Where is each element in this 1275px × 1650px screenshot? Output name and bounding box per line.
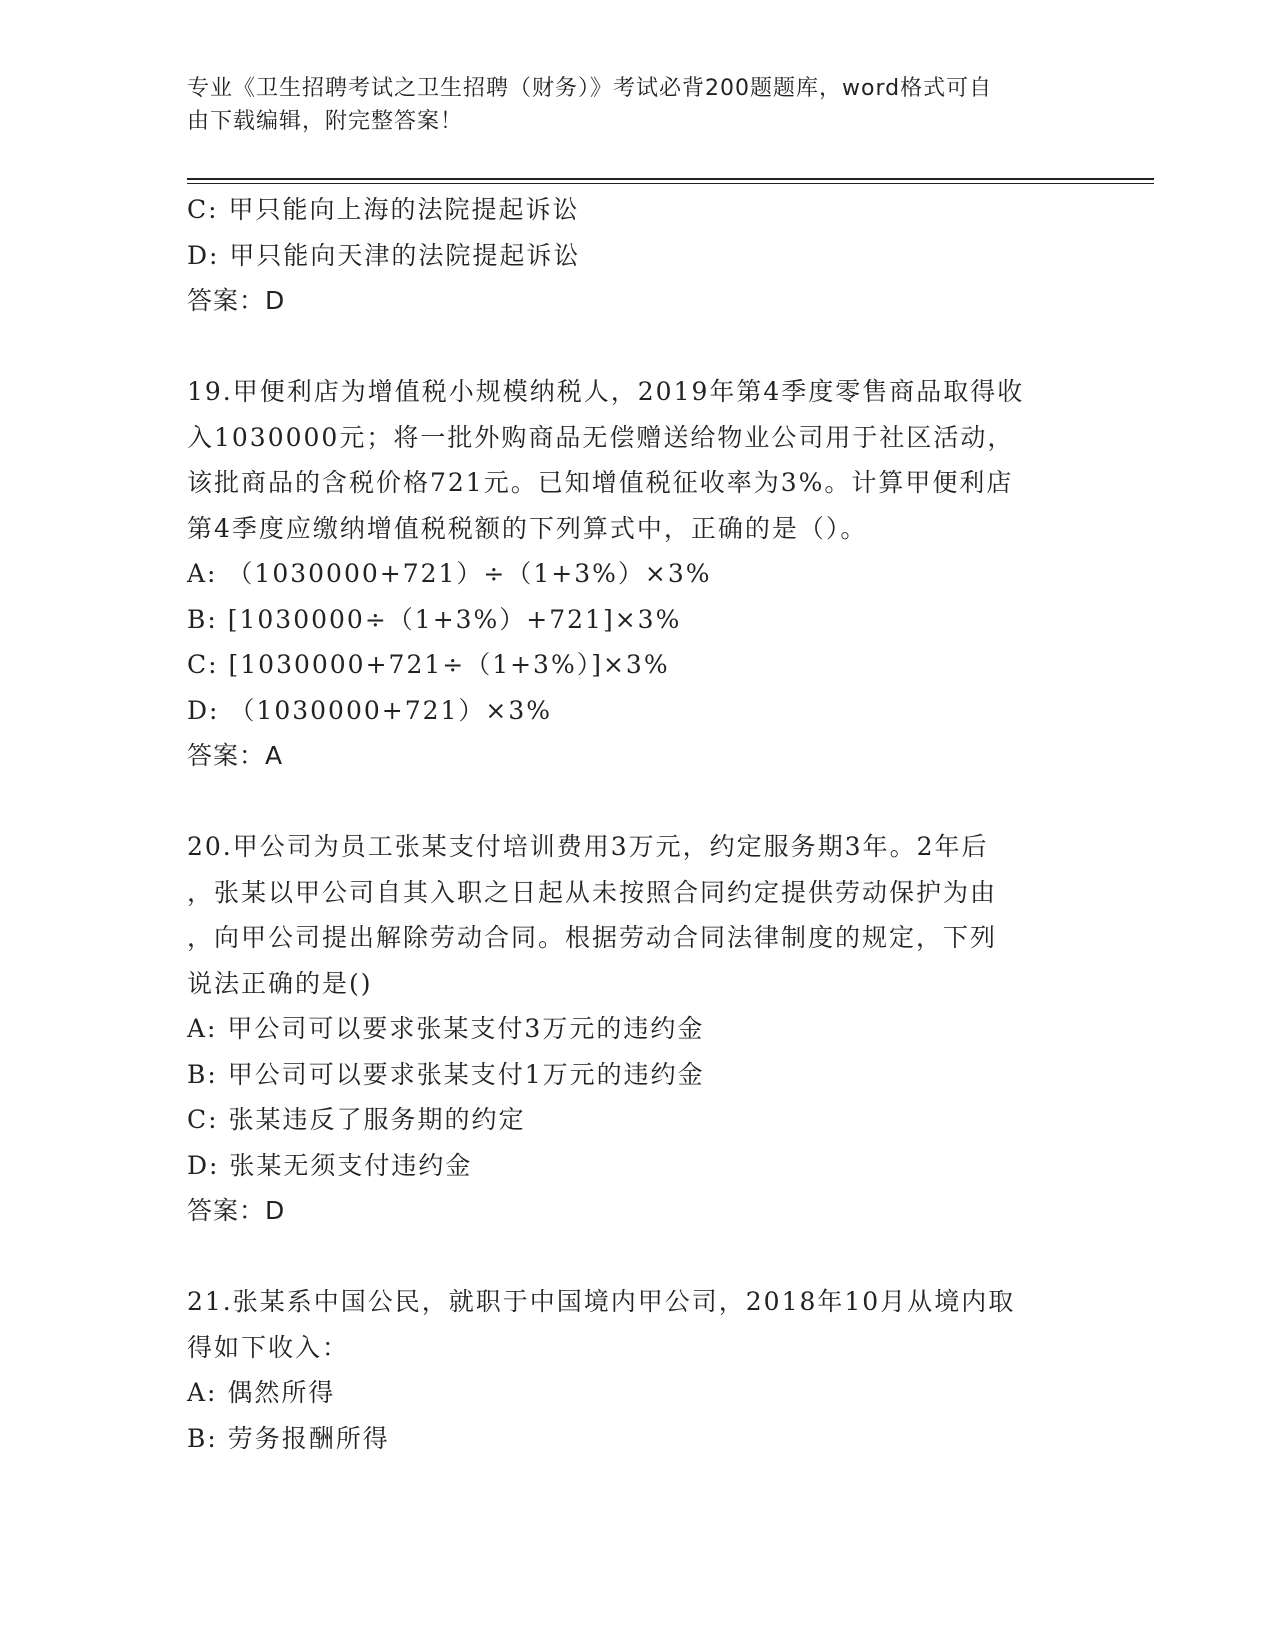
question-text-line: 第4季度应缴纳增值税税额的下列算式中，正确的是（）。	[187, 513, 868, 543]
option-a: A: （1030000+721）÷（1+3%）×3%	[187, 559, 712, 588]
answer-line: 答案：A	[187, 741, 284, 770]
option-d: D: 张某无须支付违约金	[187, 1150, 473, 1180]
answer-line: 答案：D	[187, 286, 286, 315]
header-line-1: 专业《卫生招聘考试之卫生招聘（财务）》考试必背200题题库，word格式可自	[187, 76, 993, 101]
question-text-line: 得如下收入：	[187, 1332, 350, 1362]
option-c: C: [1030000+721÷（1+3%）]×3%	[187, 650, 670, 679]
option-b: B: 甲公司可以要求张某支付1万元的违约金	[187, 1059, 705, 1089]
question-21	[187, 1279, 1087, 1461]
document-body	[187, 187, 1087, 1461]
option-a: A: 偶然所得	[187, 1378, 336, 1407]
header-line-2: 由下载编辑，附完整答案！	[187, 109, 464, 134]
answer-line: 答案：D	[187, 1196, 286, 1225]
spacer	[187, 1234, 1087, 1280]
question-text-line: 说法正确的是()	[187, 968, 373, 998]
option-c: C: 张某违反了服务期的约定	[187, 1105, 526, 1134]
question-text-line: 入1030000元；将一批外购商品无偿赠送给物业公司用于社区活动，	[187, 422, 1015, 452]
option-b: B: [1030000÷（1+3%）+721]×3%	[187, 604, 682, 634]
header-rule-thin	[187, 183, 1154, 184]
page-header	[187, 72, 1067, 138]
question-text-line: ，张某以甲公司自其入职之日起从未按照合同约定提供劳动保护为由	[187, 877, 998, 907]
option-b: B: 劳务报酬所得	[187, 1423, 390, 1453]
option-c: C: 甲只能向上海的法院提起诉讼	[187, 195, 580, 224]
question-text-line: 21.张某系中国公民，就职于中国境内甲公司，2018年10月从境内取	[187, 1287, 1016, 1316]
header-rule-thick	[187, 178, 1154, 180]
option-a: A: 甲公司可以要求张某支付3万元的违约金	[187, 1014, 705, 1043]
question-20	[187, 824, 1087, 1234]
question-19	[187, 369, 1087, 779]
question-18-tail	[187, 187, 1087, 324]
question-text-line: ，向甲公司提出解除劳动合同。根据劳动合同法律制度的规定，下列	[187, 923, 998, 952]
question-text-line: 20.甲公司为员工张某支付培训费用3万元，约定服务期3年。2年后	[187, 832, 989, 861]
question-text-line: 该批商品的含税价格721元。已知增值税征收率为3%。计算甲便利店	[187, 468, 1014, 497]
spacer	[187, 324, 1087, 370]
spacer	[187, 779, 1087, 825]
question-text-line: 19.甲便利店为增值税小规模纳税人，2019年第4季度零售商品取得收	[187, 377, 1025, 406]
option-d: D: 甲只能向天津的法院提起诉讼	[187, 240, 581, 270]
option-d: D: （1030000+721）×3%	[187, 695, 553, 725]
